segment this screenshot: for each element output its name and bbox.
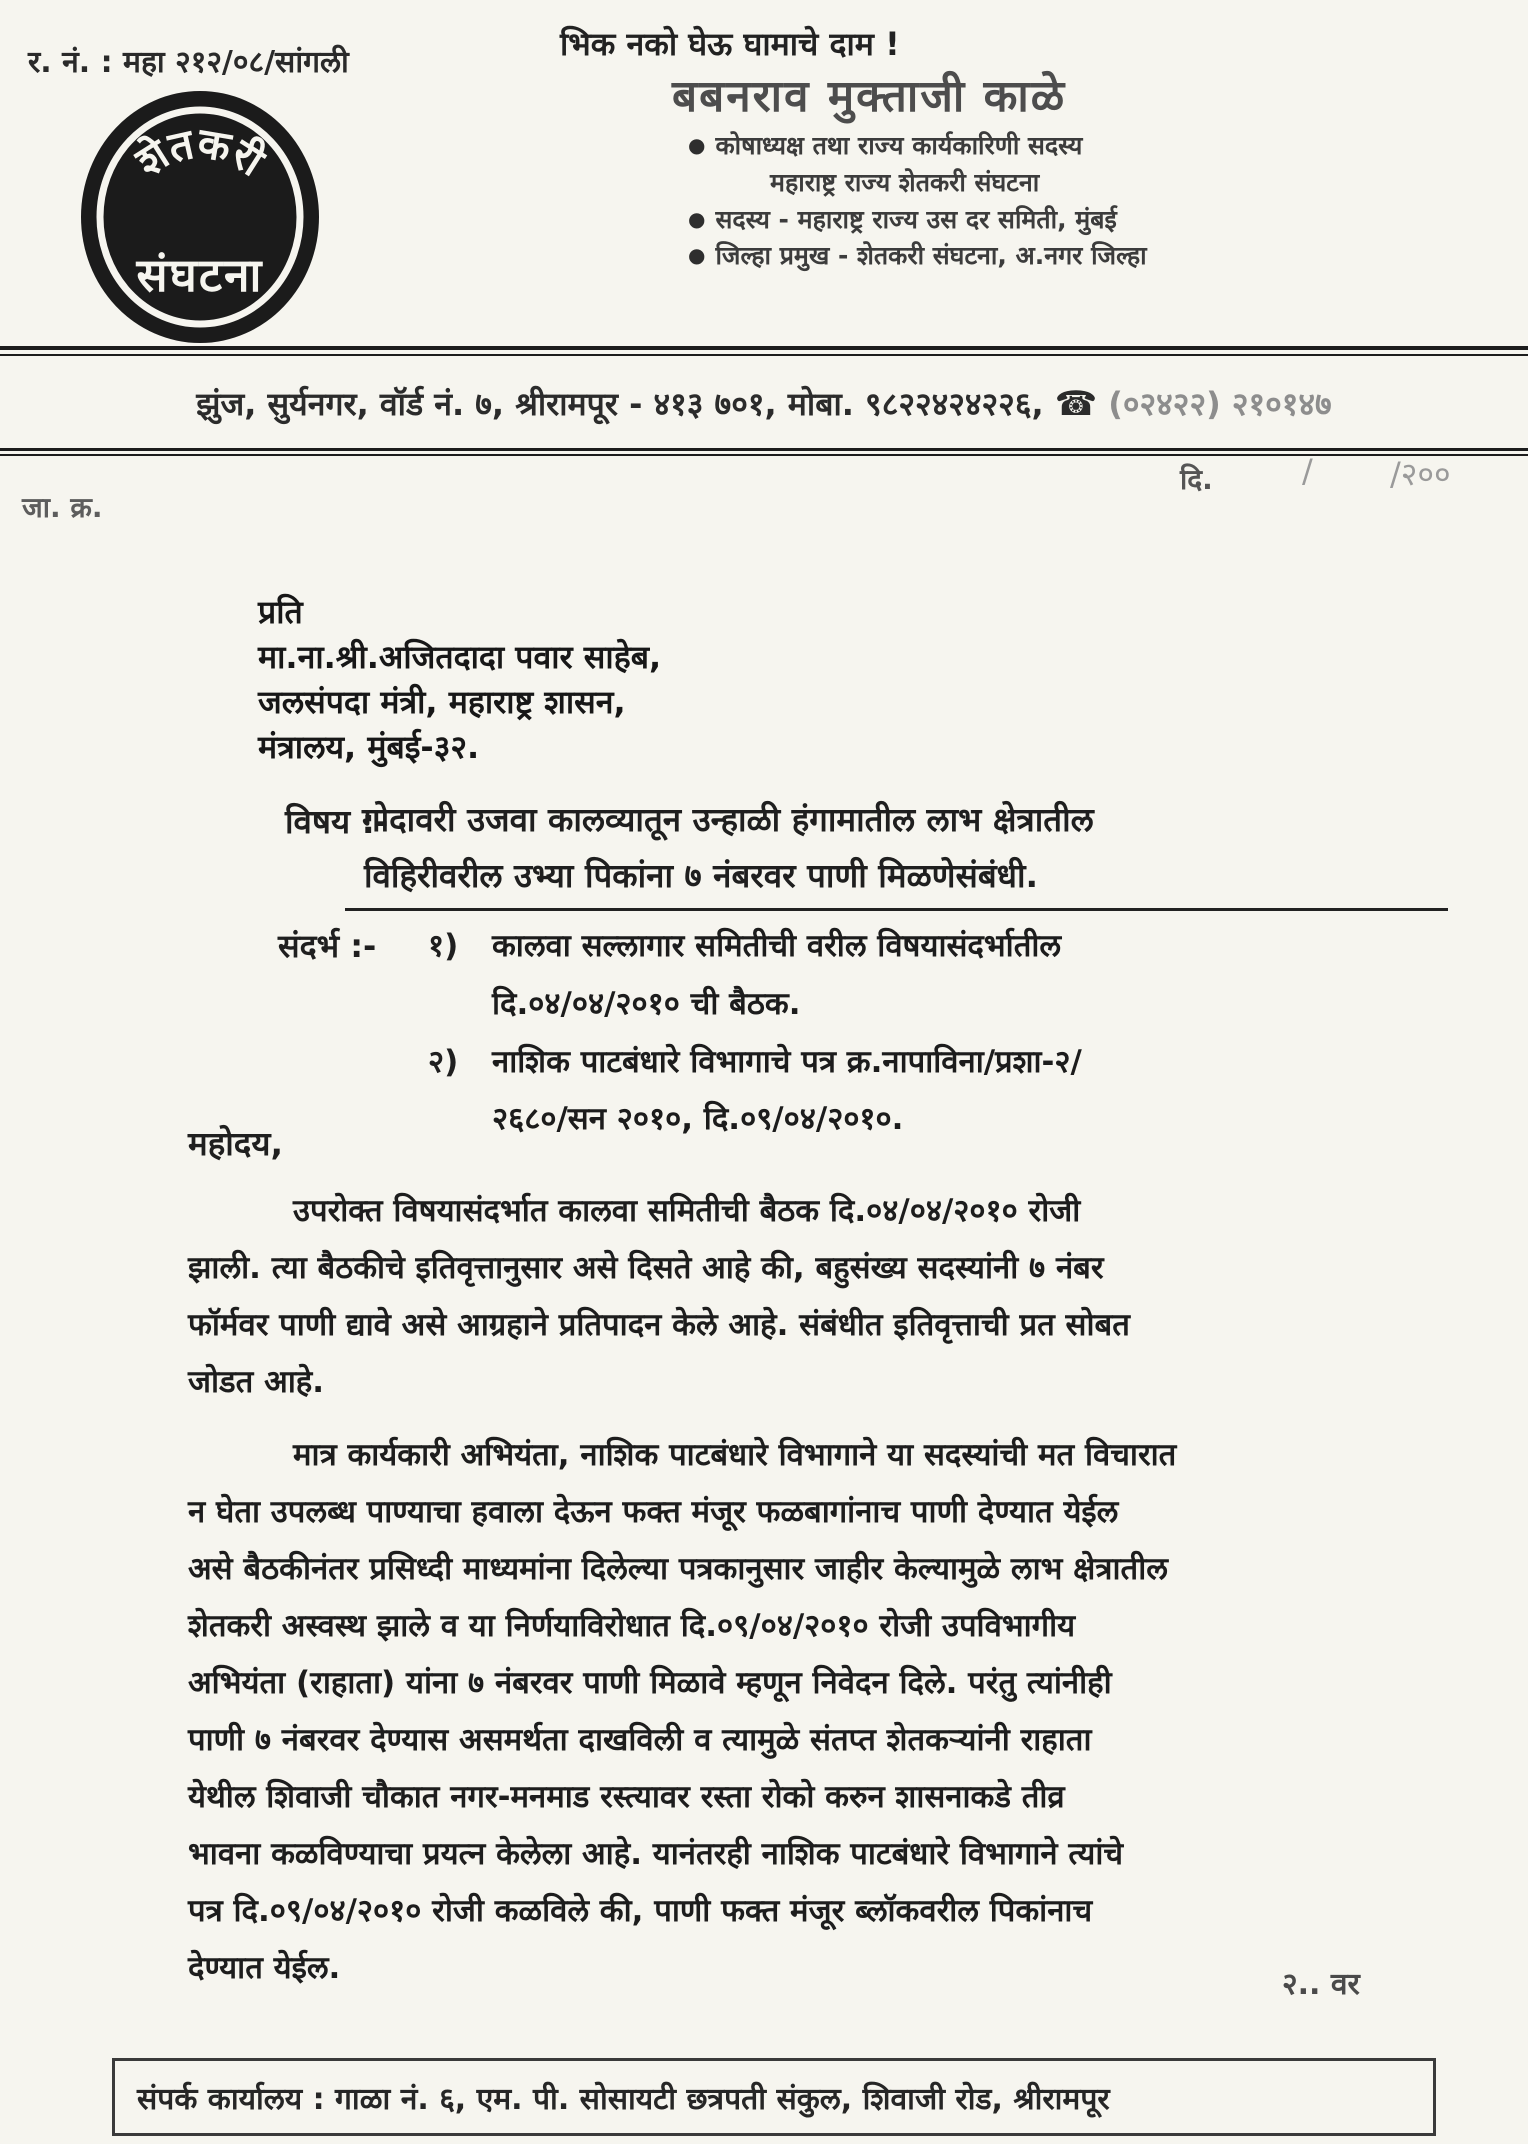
person-name: बबनराव मुक्ताजी काळे (672, 71, 1067, 122)
body-line: भावना कळविण्याचा प्रयत्न केलेला आहे. यानंतरही नाशिक पाटबंधारे विभागाने त्यांचे (188, 1836, 1124, 1872)
body-line: असे बैठकीनंतर प्रसिध्दी माध्यमांना दिलेल्या पत्रकानुसार जाहीर केल्यामुळे लाभ क्षेत्रातील (188, 1551, 1168, 1587)
body-line: फॉर्मवर पाणी द्यावे असे आग्रहाने प्रतिपादन केले आहे. संबंधीत इतिवृत्ताची प्रत सोबत (188, 1307, 1130, 1343)
subject-line-1: गोदावरी उजवा कालव्यातून उन्हाळी हंगामातील लाभ क्षेत्रातील (362, 800, 1094, 839)
title-line-1-text: कोषाध्यक्ष तथा राज्य कार्यकारिणी सदस्य (715, 131, 1083, 160)
title-line-2-text: महाराष्ट्र राज्य शेतकरी संघटना (770, 168, 1040, 197)
title-line-4 (688, 238, 1147, 272)
outward-number-label: जा. क्र. (22, 491, 103, 524)
divider-rule-top (0, 346, 1528, 356)
bullet-icon: ● (688, 243, 706, 267)
bullet-icon: ● (688, 133, 706, 157)
salutation: महोदय, (188, 1124, 284, 1163)
title-line-3 (688, 202, 1117, 236)
body-line: येथील शिवाजी चौकात नगर-मनमाड रस्त्यावर रस्ता रोको करुन शासनाकडे तीव्र (188, 1779, 1065, 1815)
subject-underline (345, 908, 1448, 911)
reference-1-number: १) (428, 928, 459, 964)
title-line-3-text: सदस्य - महाराष्ट्र राज्य उस दर समिती, मुंबई (715, 205, 1117, 234)
title-line-2 (770, 165, 1039, 199)
body-line: पत्र दि.०९/०४/२०१० रोजी कळविले की, पाणी फक्त मंजूर ब्लॉकवरील पिकांनाच (188, 1893, 1093, 1929)
recipient-designation: जलसंपदा मंत्री, महाराष्ट्र शासन, (258, 683, 626, 721)
seal-top-text: शेतकरी (127, 117, 273, 186)
subject-label: विषय :- (285, 802, 389, 841)
body-line: झाली. त्या बैठकीचे इतिवृत्तानुसार असे दिसते आहे की, बहुसंख्य सदस्यांनी ७ नंबर (188, 1250, 1104, 1286)
reference-label: संदर्भ :- (278, 927, 377, 965)
body-line: मात्र कार्यकारी अभियंता, नाशिक पाटबंधारे विभागाने या सदस्यांची मत विचारात (293, 1437, 1177, 1473)
date-slash: / (1302, 452, 1313, 490)
body-line: देण्यात येईल. (188, 1950, 341, 1986)
slogan-text: भिक नको घेऊ घामाचे दाम ! (560, 25, 900, 63)
body-paragraph-2 (188, 1427, 1458, 1997)
reference-2-number: २) (428, 1044, 459, 1080)
recipient-block (258, 590, 661, 770)
title-line-1 (688, 128, 1082, 162)
seal-outer-ring (81, 91, 319, 343)
reference-1-line-2: दि.०४/०४/२०१० ची बैठक. (492, 986, 801, 1022)
registration-number: र. नं. : महा २१२/०८/सांगली (28, 45, 349, 80)
body-line: अभियंता (राहाता) यांना ७ नंबरवर पाणी मिळावे म्हणून निवेदन दिले. परंतु त्यांनीही (188, 1665, 1112, 1701)
subject-line-2: विहिरीवरील उभ्या पिकांना ७ नंबरवर पाणी मिळणेसंबंधी. (364, 856, 1039, 895)
contact-office-text: संपर्क कार्यालय : गाळा नं. ६, एम. पी. सोसायटी छत्रपती संकुल, शिवाजी रोड, श्रीरामपूर (137, 2081, 1110, 2117)
date-year-placeholder: /२०० (1390, 455, 1451, 493)
telephone-icon: ☎ (1054, 384, 1098, 424)
body-line: पाणी ७ नंबरवर देण्यास असमर्थता दाखविली व त्यामुळे संतप्त शेतकऱ्यांनी राहाता (188, 1722, 1092, 1758)
seal-bottom-text: संघटना (136, 248, 264, 302)
reference-2-line-2: २६८०/सन २०१०, दि.०९/०४/२०१०. (492, 1101, 904, 1137)
bullet-icon: ● (688, 207, 706, 231)
page-continuation-note: २.. वर (1282, 1967, 1360, 2002)
recipient-address: मंत्रालय, मुंबई-३२. (258, 728, 480, 766)
body-line: न घेता उपलब्ध पाण्याचा हवाला देऊन फक्त मंजूर फळबागांनाच पाणी देण्यात येईल (188, 1494, 1119, 1530)
organization-seal (78, 88, 322, 346)
reference-2-line-1: नाशिक पाटबंधारे विभागाचे पत्र क्र.नापाविना/प्रशा-२/ (492, 1044, 1082, 1080)
body-line: जोडत आहे. (188, 1364, 324, 1400)
body-line: शेतकरी अस्वस्थ झाले व या निर्णयाविरोधात दि.०९/०४/२०१० रोजी उपविभागीय (188, 1608, 1076, 1644)
address-line (0, 382, 1528, 425)
recipient-name: मा.ना.श्री.अजितदादा पवार साहेब, (258, 638, 662, 676)
date-label: दि. (1180, 463, 1213, 496)
landline-number: (०२४२२) २१०१४७ (1097, 385, 1332, 423)
divider-rule-bottom (0, 448, 1528, 456)
body-paragraph-1 (188, 1183, 1458, 1411)
address-text: झुंज, सुर्यनगर, वॉर्ड नं. ७, श्रीरामपूर - ४१३ ७०१, मोबा. ९८२२४२४२२६, (196, 385, 1055, 423)
recipient-salute: प्रति (258, 593, 303, 631)
title-line-4-text: जिल्हा प्रमुख - शेतकरी संघटना, अ.नगर जिल्हा (715, 241, 1147, 270)
contact-office-box (112, 2058, 1436, 2136)
body-line: उपरोक्त विषयासंदर्भात कालवा समितीची बैठक दि.०४/०४/२०१० रोजी (293, 1193, 1081, 1229)
reference-1-line-1: कालवा सल्लागार समितीची वरील विषयासंदर्भातील (492, 928, 1062, 964)
